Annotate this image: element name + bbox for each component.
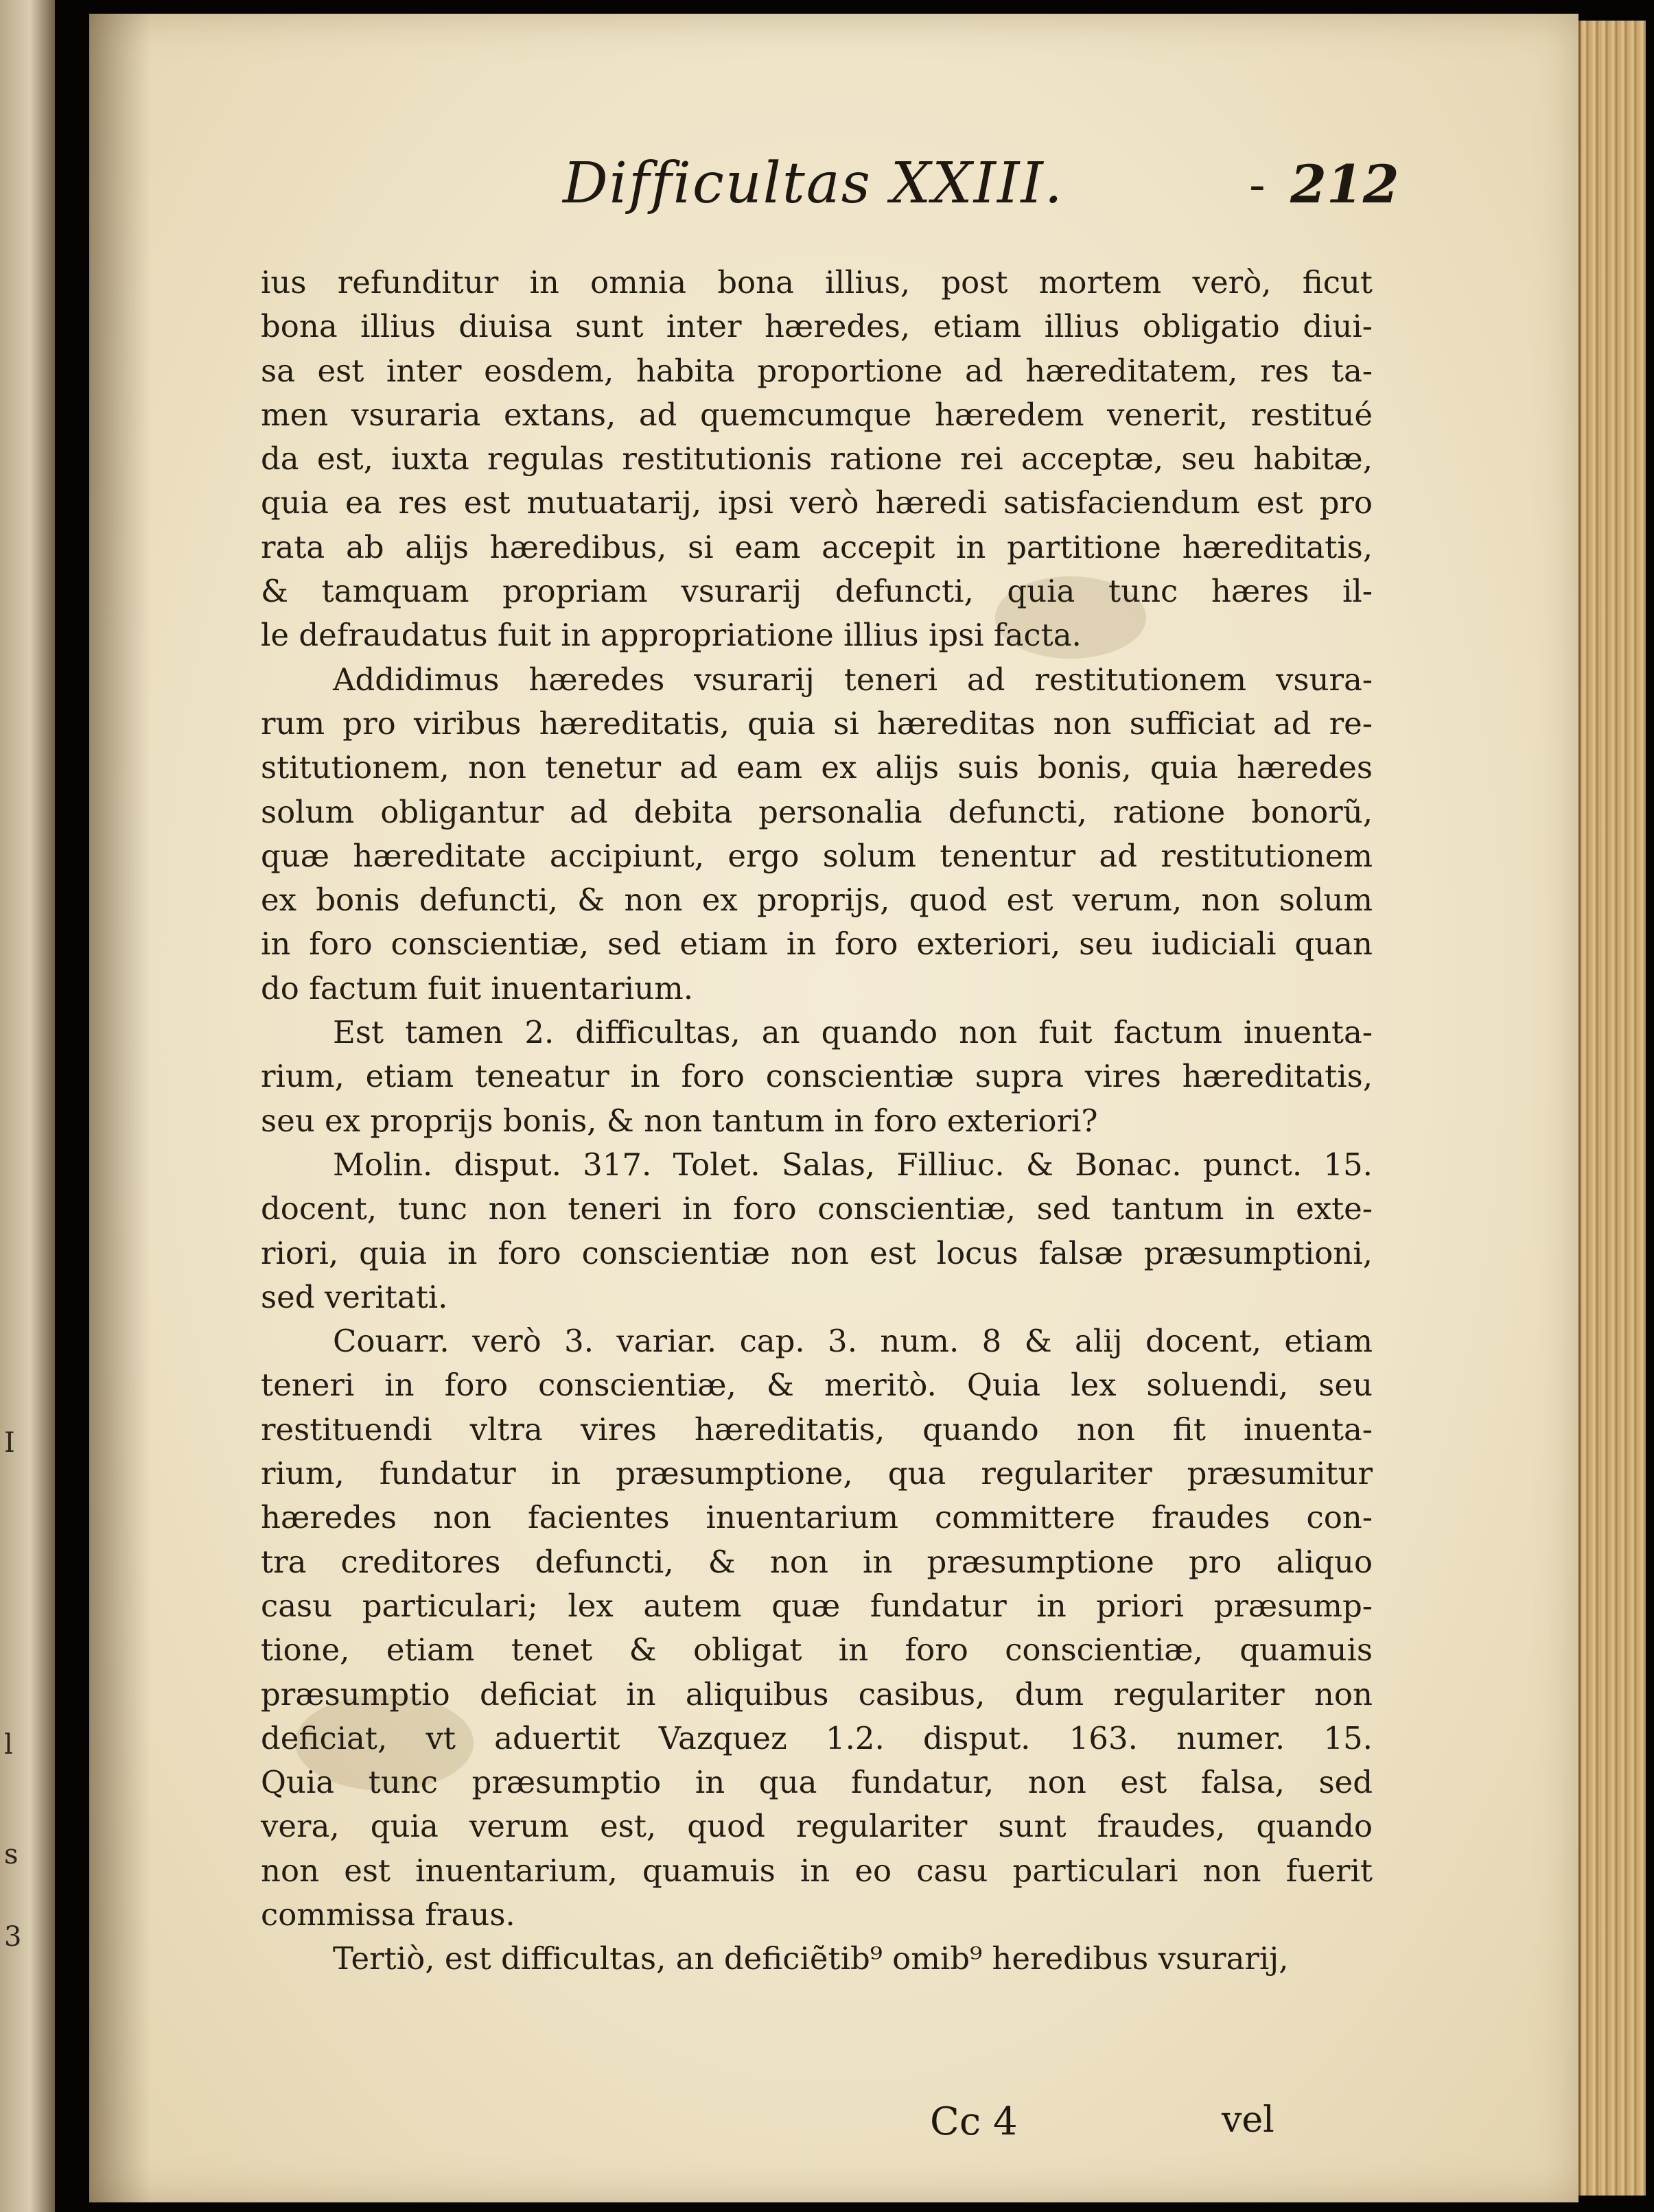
text-line: rata ab alijs hæredibus, si eam accepit in partitione hæreditatis, xyxy=(261,528,1373,565)
text-line: bona illius diuisa sunt inter hæredes, etiam illius obligatio diui- xyxy=(261,308,1373,345)
text-line: rium, fundatur in præsumptione, qua regulariter præsumitur xyxy=(261,1455,1373,1492)
text-line: solum obligantur ad debita personalia defuncti, ratione bonorũ, xyxy=(261,793,1373,830)
text-line: in foro conscientiæ, sed etiam in foro exteriori, seu iudiciali quan xyxy=(261,926,1373,963)
paragraph xyxy=(261,658,1373,1011)
text-line: riori, quia in foro conscientiæ non est locus falsæ præsumptioni, xyxy=(261,1234,1373,1271)
left-page-mark: l xyxy=(4,1729,13,1761)
book-page xyxy=(89,14,1579,2202)
text-line: tra creditores defuncti, & non in præsumptione pro aliquo xyxy=(261,1543,1373,1580)
text-line: tione, etiam tenet & obligat in foro conscientiæ, quamuis xyxy=(261,1632,1373,1669)
text-line: Addidimus hæredes vsurarij teneri ad restitutionem vsura- xyxy=(333,661,1373,698)
text-line: ex bonis defuncti, & non ex proprijs, quod est verum, non solum xyxy=(261,882,1373,919)
text-line: Tertiò, est difficultas, an deficiẽtib⁹ omib⁹ heredibus vsurarij, xyxy=(333,1940,1289,1977)
paragraph xyxy=(261,261,1373,658)
text-line: quæ hæreditate accipiunt, ergo solum tenentur ad restitutionem xyxy=(261,837,1373,874)
text-line: men vsuraria extans, ad quemcumque hæredem venerit, restitué xyxy=(261,396,1373,433)
page-fore-edge xyxy=(1579,21,1646,2196)
text-line: Couarr. verò 3. variar. cap. 3. num. 8 & alij docent, etiam xyxy=(333,1323,1373,1360)
running-title: Difficultas XXIII. xyxy=(563,151,1064,216)
text-line: Est tamen 2. difficultas, an quando non fuit factum inuenta- xyxy=(333,1014,1373,1051)
text-line: do factum fuit inuentarium. xyxy=(261,969,694,1007)
text-line: teneri in foro conscientiæ, & meritò. Quia lex soluendi, seu xyxy=(261,1367,1373,1404)
text-line: commissa fraus. xyxy=(261,1896,515,1933)
text-line: rum pro viribus hæreditatis, quia si hæreditas non sufficiat ad re- xyxy=(261,705,1373,742)
text-line: Quia tunc præsumptio in qua fundatur, non est falsa, sed xyxy=(261,1764,1373,1801)
page-footer xyxy=(89,2099,1579,2161)
text-line: sed veritati. xyxy=(261,1278,448,1315)
text-line: Molin. disput. 317. Tolet. Salas, Filliuc. & Bonac. punct. 15. xyxy=(333,1146,1373,1183)
text-line: sa est inter eosdem, habita proportione ad hæreditatem, res ta- xyxy=(261,352,1373,389)
page-header xyxy=(563,151,1421,226)
text-line: non est inuentarium, quamuis in eo casu particulari non fuerit xyxy=(261,1852,1373,1889)
paragraph xyxy=(261,1143,1373,1319)
text-line: deficiat, vt aduertit Vazquez 1.2. disput. 163. numer. 15. xyxy=(261,1719,1373,1756)
text-line: seu ex proprijs bonis, & non tantum in foro exteriori? xyxy=(261,1102,1098,1139)
text-line: hæredes non facientes inuentarium committere fraudes con- xyxy=(261,1499,1373,1536)
text-line: stitutionem, non tenetur ad eam ex alijs suis bonis, quia hæredes xyxy=(261,749,1373,786)
body-text xyxy=(261,261,1373,1981)
text-line: & tamquam propriam vsurarij defuncti, quia tunc hæres il- xyxy=(261,573,1373,610)
signature-mark: Cc 4 xyxy=(930,2099,1018,2144)
folio-dash: - xyxy=(1249,156,1266,213)
text-line: vera, quia verum est, quod regulariter sunt fraudes, quando xyxy=(261,1808,1373,1845)
left-page-mark: I xyxy=(4,1427,15,1459)
catchword: vel xyxy=(1222,2099,1274,2141)
text-line: da est, iuxta regulas restitutionis ratione rei acceptæ, seu habitæ, xyxy=(261,440,1373,478)
left-facing-page xyxy=(0,0,55,2212)
left-page-mark: s xyxy=(4,1839,19,1870)
text-line: le defraudatus fuit in appropriatione illius ipsi facta. xyxy=(261,617,1082,654)
page-number: 212 xyxy=(1290,154,1399,215)
paragraph xyxy=(261,1319,1373,1937)
paragraph xyxy=(261,1937,1373,1981)
text-line: quia ea res est mutuatarij, ipsi verò hæredi satisfaciendum est pro xyxy=(261,484,1373,521)
text-line: restituendi vltra vires hæreditatis, quando non fit inuenta- xyxy=(261,1411,1373,1448)
text-line: docent, tunc non teneri in foro conscientiæ, sed tantum in exte- xyxy=(261,1190,1373,1227)
text-line: præsumptio deficiat in aliquibus casibus, dum regulariter non xyxy=(261,1675,1373,1713)
paragraph xyxy=(261,1011,1373,1143)
text-line: ius refunditur in omnia bona illius, post mortem verò, ficut xyxy=(261,264,1373,301)
left-page-mark: 3 xyxy=(4,1921,22,1953)
text-line: rium, etiam teneatur in foro conscientiæ supra vires hæreditatis, xyxy=(261,1058,1373,1095)
text-line: casu particulari; lex autem quæ fundatur in priori præsump- xyxy=(261,1587,1373,1624)
